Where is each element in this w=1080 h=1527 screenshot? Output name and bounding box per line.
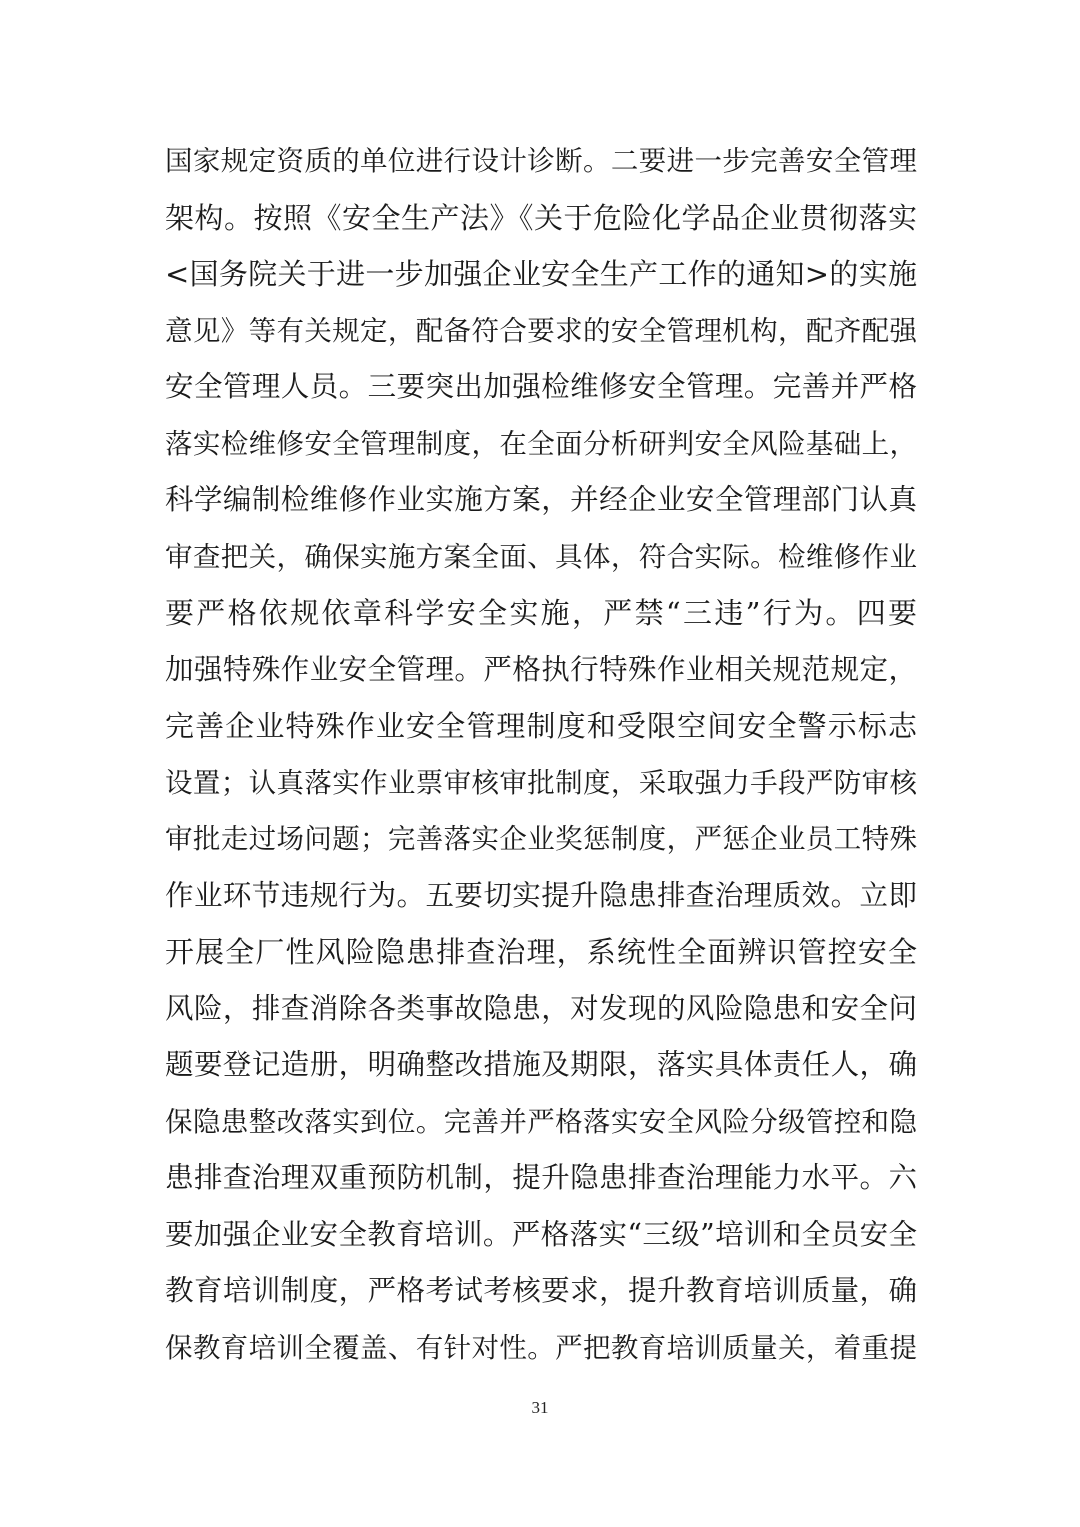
text-line: 要加强企业安全教育培训。严格落实“三级”培训和全员安全 xyxy=(165,1217,917,1251)
text-line: 题要登记造册，明确整改措施及期限，落实具体责任人，确 xyxy=(165,1048,917,1081)
text-line: 保教育培训全覆盖、有针对性。严把教育培训质量关，着重提 xyxy=(165,1331,917,1364)
text-line: 加强特殊作业安全管理。严格执行特殊作业相关规范规定， xyxy=(165,652,917,686)
text-line: 教育培训制度，严格考试考核要求，提升教育培训质量，确 xyxy=(165,1274,917,1307)
text-line: 审查把关，确保实施方案全面、具体，符合实际。检维修作业 xyxy=(165,540,917,573)
text-line: 架构。按照《安全生产法》《关于危险化学品企业贯彻落实 xyxy=(165,200,917,235)
text-line: 意见》等有关规定，配备符合要求的安全管理机构，配齐配强 xyxy=(165,314,917,347)
text-line: 落实检维修安全管理制度，在全面分析研判安全风险基础上， xyxy=(165,427,917,460)
text-line: 开展全厂性风险隐患排查治理，系统性全面辨识管控安全 xyxy=(165,935,917,969)
text-line: <国务院关于进一步加强企业安全生产工作的通知>的实施 xyxy=(165,257,917,291)
text-line: 国家规定资质的单位进行设计诊断。二要进一步完善安全管理 xyxy=(165,145,917,177)
page-number: 31 xyxy=(531,1398,549,1417)
text-line: 审批走过场问题；完善落实企业奖惩制度，严惩企业员工特殊 xyxy=(165,823,917,855)
text-line: 要严格依规依章科学安全实施，严禁“三违”行为。四要 xyxy=(165,596,917,630)
body-text xyxy=(165,133,917,1376)
text-line: 设置；认真落实作业票审核审批制度，采取强力手段严防审核 xyxy=(165,766,917,799)
text-line: 安全管理人员。三要突出加强检维修安全管理。完善并严格 xyxy=(165,370,917,403)
text-line: 患排查治理双重预防机制，提升隐患排查治理能力水平。六 xyxy=(165,1161,917,1194)
text-line: 保隐患整改落实到位。完善并严格落实安全风险分级管控和隐 xyxy=(165,1105,917,1138)
text-line: 风险，排查消除各类事故隐患，对发现的风险隐患和安全问 xyxy=(165,991,917,1025)
text-line: 科学编制检维修作业实施方案，并经企业安全管理部门认真 xyxy=(165,483,917,516)
text-line: 作业环节违规行为。五要切实提升隐患排查治理质效。立即 xyxy=(165,878,917,912)
text-line: 完善企业特殊作业安全管理制度和受限空间安全警示标志 xyxy=(165,709,917,743)
